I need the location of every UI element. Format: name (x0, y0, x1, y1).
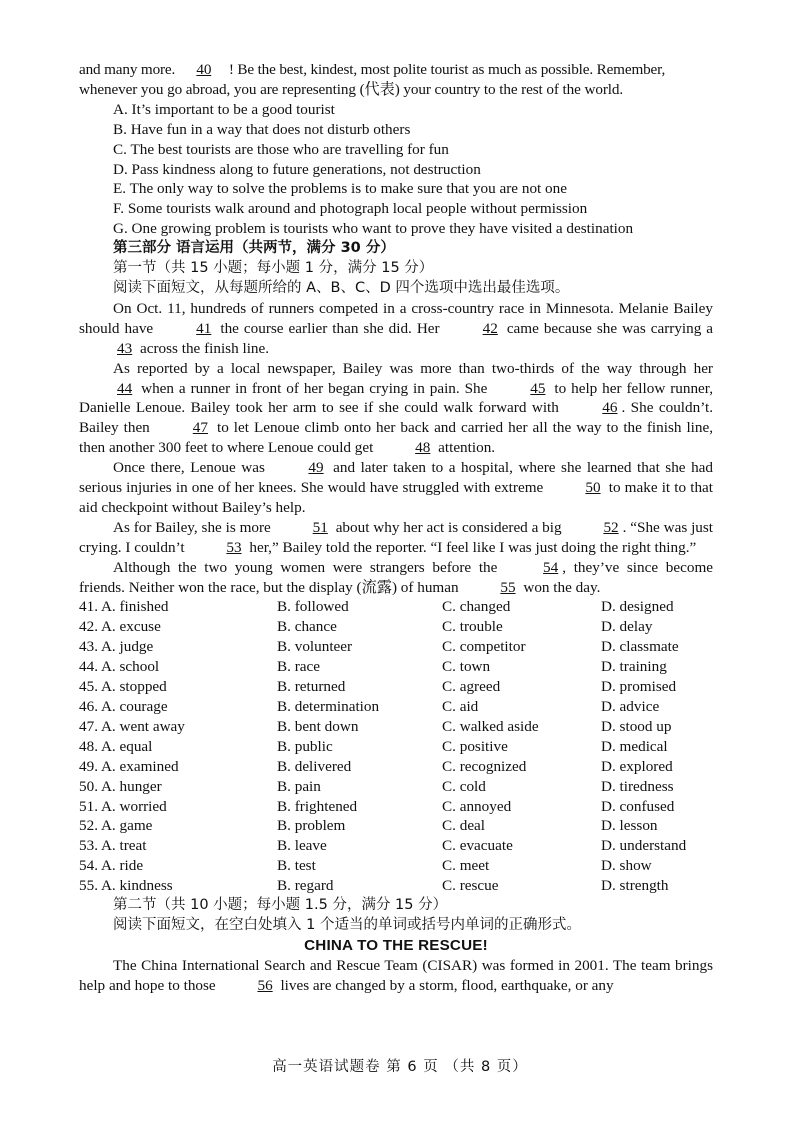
answer-choice[interactable]: B. determination (277, 698, 380, 715)
answer-choice[interactable]: D. designed (601, 598, 674, 616)
part3-title: 第三部分 语言运用（共两节，满分 30 分） (113, 240, 395, 257)
blank-42[interactable]: 42 (482, 319, 498, 337)
answer-row (79, 737, 713, 757)
blank-44[interactable]: 44 (117, 379, 133, 397)
answer-choice[interactable]: B. delivered (277, 757, 352, 775)
cloze-paragraph-2 (79, 359, 713, 459)
blank-49[interactable]: 49 (308, 459, 324, 477)
text: Once there, Lenoue was (113, 459, 265, 477)
answer-row (79, 816, 713, 836)
answer-choice[interactable]: D. advice (601, 698, 660, 715)
answer-choice[interactable]: B. race (277, 658, 321, 676)
answer-row (79, 637, 713, 657)
option-item: A. It’s important to be a good tourist (113, 100, 335, 118)
blank-47[interactable]: 47 (192, 419, 208, 437)
answer-choice[interactable]: 51. A. worried (79, 797, 167, 815)
text: , they’ve since become friends. Neither won the race, but the display (流露) of human (79, 558, 713, 596)
text: her,” Bailey told the reporter. “I feel like I was just doing the right thing.” (249, 538, 697, 556)
exam-page (79, 60, 713, 996)
text: Although the two young women were strangers before the (113, 558, 498, 576)
section2-title: 第二节（共 10 小题；每小题 1.5 分，满分 15 分） (113, 897, 448, 914)
blank-50[interactable]: 50 (585, 479, 601, 497)
page-footer: 高一英语试题卷 第 6 页 （共 8 页） (272, 1059, 528, 1075)
answer-choice[interactable]: 46. A. courage (79, 698, 168, 715)
answer-choice[interactable]: C. deal (442, 817, 486, 835)
answer-options-grid (79, 597, 713, 896)
text: . “She was just crying. I couldn’t (79, 518, 714, 556)
answer-choice[interactable]: C. town (442, 658, 491, 676)
answer-choice[interactable]: D. tiredness (601, 777, 674, 795)
answer-choice[interactable]: C. aid (442, 698, 479, 715)
answer-choice[interactable]: C. agreed (442, 678, 501, 696)
answer-choice[interactable]: 45. A. stopped (79, 678, 167, 696)
text: came because she was carrying a (506, 319, 714, 337)
text: and many more. (79, 61, 176, 78)
answer-row (79, 677, 713, 697)
answer-choice[interactable]: C. annoyed (442, 797, 512, 815)
text: attention. (438, 439, 496, 457)
answer-choice[interactable]: D. classmate (601, 638, 679, 656)
answer-choice[interactable]: 41. A. finished (79, 598, 169, 616)
answer-choice[interactable]: 42. A. excuse (79, 618, 161, 636)
text: the course earlier than she did. Her (220, 319, 440, 337)
answer-row (79, 597, 713, 617)
answer-row (79, 657, 713, 677)
blank-56[interactable]: 56 (257, 976, 273, 994)
blank-51[interactable]: 51 (312, 518, 328, 536)
text: to make it to that aid checkpoint without Bailey’s help. (79, 479, 713, 516)
answer-choice[interactable]: C. walked aside (442, 717, 539, 735)
answer-choice[interactable]: C. rescue (442, 877, 499, 895)
blank-46[interactable]: 46 (602, 399, 618, 417)
answer-choice[interactable]: D. understand (601, 837, 687, 855)
answer-choice[interactable]: 54. A. ride (79, 857, 144, 875)
answer-row (79, 617, 713, 637)
answer-choice[interactable]: 49. A. examined (79, 757, 179, 775)
answer-row (79, 697, 713, 717)
section2-instruction: 阅读下面短文，在空白处填入 1 个适当的单词或括号内单词的正确形式。 (113, 916, 581, 933)
text: to let Lenoue climb onto her back and carried her all the way to the finish line, then another 300 feet to where Lenoue could get (79, 419, 714, 457)
blank-45[interactable]: 45 (530, 379, 546, 397)
answer-choice[interactable]: D. explored (601, 757, 673, 775)
passage-title: CHINA TO THE RESCUE! (304, 936, 488, 954)
blank-48[interactable]: 48 (415, 439, 431, 457)
answer-choice[interactable]: D. strength (601, 877, 669, 895)
answer-choice[interactable]: C. cold (442, 777, 486, 795)
text: ! Be the best, kindest, most polite tourist as much as possible. Remember, (228, 61, 666, 78)
answer-choice[interactable]: 48. A. equal (79, 737, 153, 755)
answer-choice[interactable]: B. public (277, 737, 333, 755)
section2-paragraph-1 (79, 956, 713, 996)
text: The China International Search and Rescue Team (CISAR) was formed in 2001. The team brings help and hope to those (79, 956, 713, 994)
cloze-paragraph-3 (79, 458, 713, 518)
answer-choice[interactable]: B. chance (277, 618, 337, 636)
answer-choice[interactable]: D. training (601, 658, 667, 676)
answer-choice[interactable]: C. competitor (442, 638, 526, 656)
text: won the day. (523, 578, 601, 596)
answer-choice[interactable]: B. test (277, 857, 316, 875)
answer-choice[interactable]: B. leave (277, 837, 327, 855)
answer-choice[interactable]: D. medical (601, 737, 668, 755)
answer-choice[interactable]: C. trouble (442, 618, 503, 636)
answer-choice[interactable]: B. regard (277, 877, 334, 895)
answer-choice[interactable]: D. stood up (601, 717, 672, 735)
answer-choice[interactable]: 55. A. kindness (79, 877, 173, 895)
text: lives are changed by a storm, flood, earthquake, or any (280, 976, 614, 994)
option-item: E. The only way to solve the problems is to make sure that you are not one (113, 180, 567, 198)
answer-choice[interactable]: B. frightened (277, 797, 358, 815)
text: about why her act is considered a big (335, 518, 562, 536)
text: . She couldn’t. Bailey then (79, 399, 714, 437)
answer-row (79, 836, 713, 856)
text: As reported by a local newspaper, Bailey was more than two-thirds of the way through her (113, 359, 713, 377)
answer-choice[interactable]: B. bent down (277, 717, 359, 735)
answer-choice[interactable]: 47. A. went away (79, 717, 185, 735)
answer-choice[interactable]: D. lesson (601, 817, 658, 835)
answer-choice[interactable]: D. delay (601, 618, 653, 636)
blank-43[interactable]: 43 (117, 339, 133, 357)
answer-choice[interactable]: 52. A. game (79, 817, 153, 835)
answer-choice[interactable]: 50. A. hunger (79, 777, 162, 795)
text: to help her fellow runner, Danielle Lenoue. Bailey took her arm to see if she could walk forward with (79, 379, 714, 417)
answer-row (79, 856, 713, 876)
answer-row (79, 757, 713, 777)
blank-40[interactable]: 40 (196, 61, 212, 78)
section1-title: 第一节（共 15 小题；每小题 1 分，满分 15 分） (113, 260, 434, 277)
answer-choice[interactable]: C. evacuate (442, 837, 513, 855)
option-item: F. Some tourists walk around and photograph local people without permission (113, 200, 588, 218)
answer-choice[interactable]: C. meet (442, 857, 490, 875)
answer-choice[interactable]: 43. A. judge (79, 638, 154, 656)
blank-53[interactable]: 53 (226, 538, 242, 556)
answer-row (79, 717, 713, 737)
top-paragraph-line-2: whenever you go abroad, you are representing (代表) your country to the rest of the world. (79, 80, 624, 98)
text: when a runner in front of her began crying in pain. She (141, 379, 488, 397)
answer-choice[interactable]: C. recognized (442, 757, 527, 775)
option-item: C. The best tourists are those who are travelling for fun (113, 140, 449, 158)
answer-choice[interactable]: D. confused (601, 797, 675, 815)
option-item: B. Have fun in a way that does not disturb others (113, 120, 411, 138)
option-item: D. Pass kindness along to future generations, not destruction (113, 160, 481, 178)
cloze-paragraph-1 (79, 299, 713, 359)
answer-choice[interactable]: D. show (601, 857, 652, 875)
answer-row (79, 777, 713, 797)
blank-41[interactable]: 41 (196, 319, 212, 337)
answer-choice[interactable]: B. returned (277, 678, 346, 696)
cloze-paragraph-4 (79, 518, 713, 558)
seven-options-list (79, 100, 713, 239)
answer-choice[interactable]: 44. A. school (79, 658, 160, 676)
answer-choice[interactable]: B. problem (277, 817, 346, 835)
blank-52[interactable]: 52 (603, 518, 619, 536)
answer-choice[interactable]: B. volunteer (277, 638, 353, 656)
answer-choice[interactable]: D. promised (601, 678, 677, 696)
section1-instruction: 阅读下面短文，从每题所给的 A、B、C、D 四个选项中选出最佳选项。 (113, 279, 570, 296)
answer-choice[interactable]: B. followed (277, 598, 349, 616)
cloze-paragraph-5 (79, 558, 713, 598)
answer-choice[interactable]: C. positive (442, 737, 508, 755)
blank-55[interactable]: 55 (500, 578, 516, 596)
answer-choice[interactable]: C. changed (442, 598, 511, 616)
blank-54[interactable]: 54 (543, 558, 559, 576)
text: As for Bailey, she is more (113, 518, 271, 536)
answer-choice[interactable]: 53. A. treat (79, 837, 147, 855)
top-paragraph-line-1 (79, 60, 713, 80)
option-item: G. One growing problem is tourists who want to prove they have visited a destination (113, 220, 634, 238)
text: and later taken to a hospital, where she learned that she had serious injuries in one of her knees. She would have struggled with extreme (79, 459, 713, 497)
answer-choice[interactable]: B. pain (277, 777, 321, 795)
text: On Oct. 11, hundreds of runners competed in a cross-country race in Minnesota. Melanie Bailey should have (79, 299, 713, 337)
text: across the finish line. (139, 339, 270, 357)
answer-row (79, 876, 713, 896)
answer-row (79, 797, 713, 817)
